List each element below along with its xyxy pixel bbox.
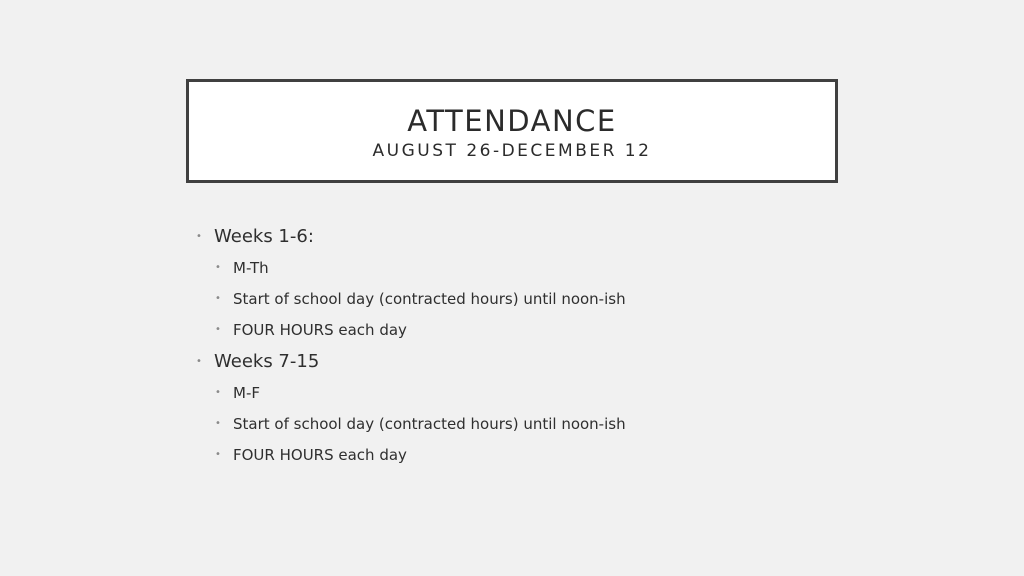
list-item-text: Weeks 7-15 — [214, 351, 320, 372]
sub-list-item-text: FOUR HOURS each day — [233, 321, 407, 339]
sub-list-item-text: Start of school day (contracted hours) until noon-ish — [233, 415, 626, 433]
sub-list-item — [196, 381, 896, 405]
sub-list-item — [196, 256, 896, 280]
list-item-text: Weeks 1-6: — [214, 226, 314, 247]
sub-list-item — [196, 443, 896, 467]
sub-list-item-text: FOUR HOURS each day — [233, 446, 407, 464]
sub-list-item-text: M-F — [233, 384, 260, 402]
slide-title: ATTENDANCE — [407, 104, 617, 138]
sub-list-item — [196, 412, 896, 436]
sub-list-item-text: M-Th — [233, 259, 269, 277]
bullet-icon: • — [196, 356, 202, 367]
bullet-list — [196, 224, 896, 474]
bullet-icon: • — [215, 293, 221, 304]
list-item — [196, 349, 896, 375]
bullet-icon: • — [215, 449, 221, 460]
sub-list-item-text: Start of school day (contracted hours) until noon-ish — [233, 290, 626, 308]
bullet-icon: • — [196, 231, 202, 242]
slide-subtitle: AUGUST 26-DECEMBER 12 — [372, 141, 652, 161]
sub-list-item — [196, 318, 896, 342]
sub-list-item — [196, 287, 896, 311]
bullet-group — [196, 349, 896, 467]
bullet-icon: • — [215, 418, 221, 429]
bullet-icon: • — [215, 262, 221, 273]
bullet-group — [196, 224, 896, 342]
bullet-icon: • — [215, 324, 221, 335]
title-box — [186, 79, 838, 183]
bullet-icon: • — [215, 387, 221, 398]
list-item — [196, 224, 896, 250]
